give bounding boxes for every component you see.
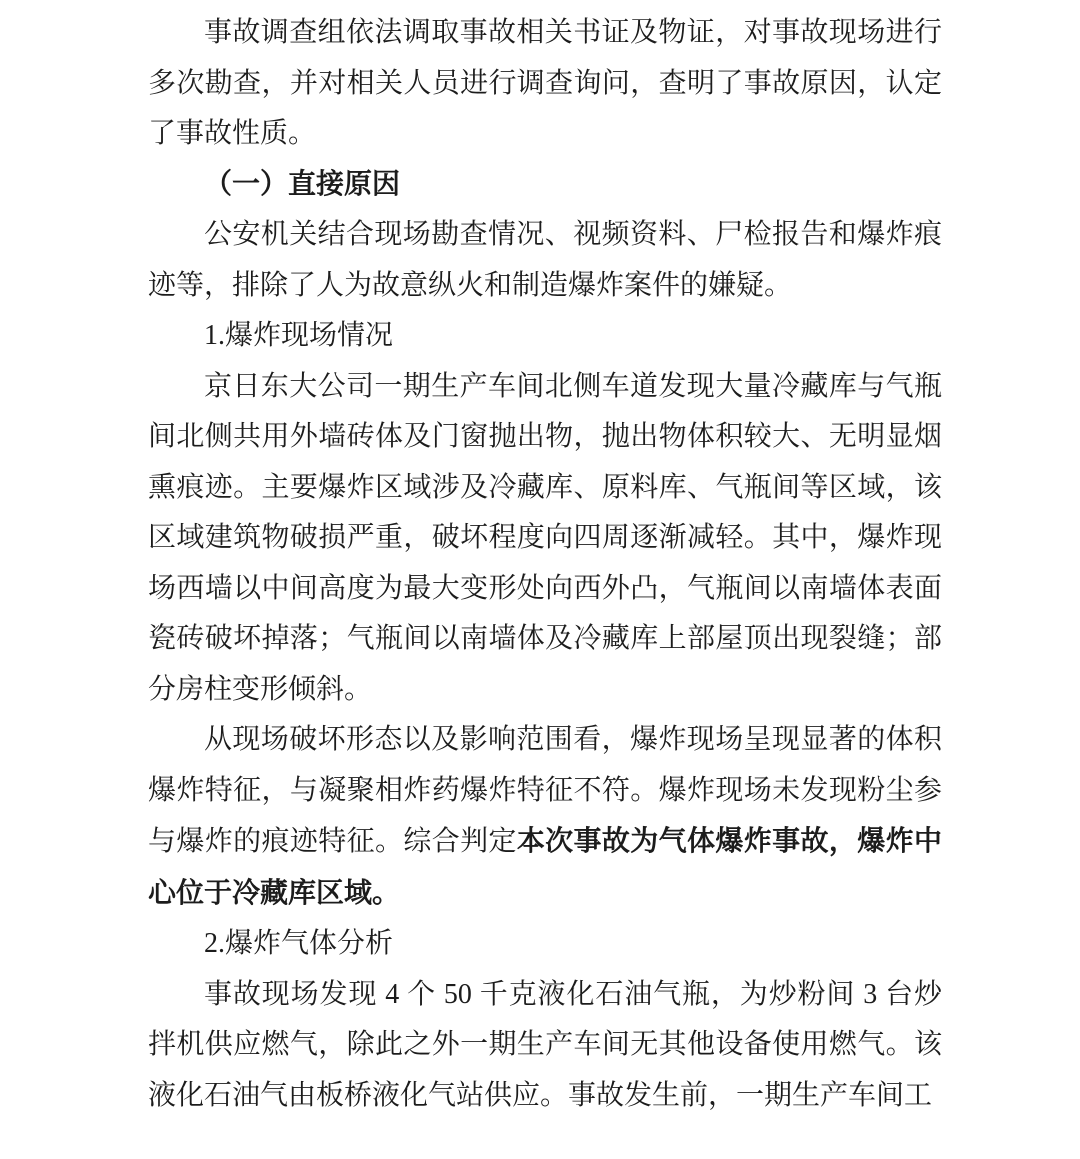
paragraph [148,715,942,919]
text-run: 事故调查组依法调取事故相关书证及物证，对事故现场进行多次勘查，并对相关人员进行调查询问，查明了事故原因，认定了事故性质。 [148,17,942,149]
text-run: 1.爆炸现场情况 [204,320,394,351]
bold-emphasis-text: （一）直接原因 [204,168,401,200]
paragraph [148,210,942,311]
text-run: 从现场破坏形态以及影响范围看，爆炸现场呈现显著的体积爆炸特征，与凝聚相炸药爆炸特征不符。爆炸现场未发现粉尘参与爆炸的痕迹特征。综合判定 [148,724,942,857]
paragraph [148,8,942,160]
text-run: 公安机关结合现场勘查情况、视频资料、尸检报告和爆炸痕迹等，排除了人为故意纵火和制造爆炸案件的嫌疑。 [148,219,942,301]
paragraph [148,970,942,1122]
text-run: 2.爆炸气体分析 [204,928,394,959]
text-run: 事故现场发现 4 个 50 千克液化石油气瓶，为炒粉间 3 台炒拌机供应燃气，除此之外一期生产车间无其他设备使用燃气。该液化石油气由板桥液化气站供应。事故发生前，一期生产车间工 [148,978,942,1111]
sub-heading [148,311,942,362]
paragraph [148,362,942,716]
bold-emphasis-text: 本次事故为气体爆炸事故，爆炸中心位于冷藏库区域。 [148,825,942,908]
sub-heading [148,919,942,970]
text-run: 京日东大公司一期生产车间北侧车道发现大量冷藏库与气瓶间北侧共用外墙砖体及门窗抛出物，抛出物体积较大、无明显烟熏痕迹。主要爆炸区域涉及冷藏库、原料库、气瓶间等区域，该区域建筑物破损严重，破坏程度向四周逐渐减轻。其中，爆炸现场西墙以中间高度为最大变形处向西外凸，气瓶间以南墙体表面瓷砖破坏掉落；气瓶间以南墙体及冷藏库上部屋顶出现裂缝；部分房柱变形倾斜。 [148,370,942,705]
section-heading [148,160,942,211]
